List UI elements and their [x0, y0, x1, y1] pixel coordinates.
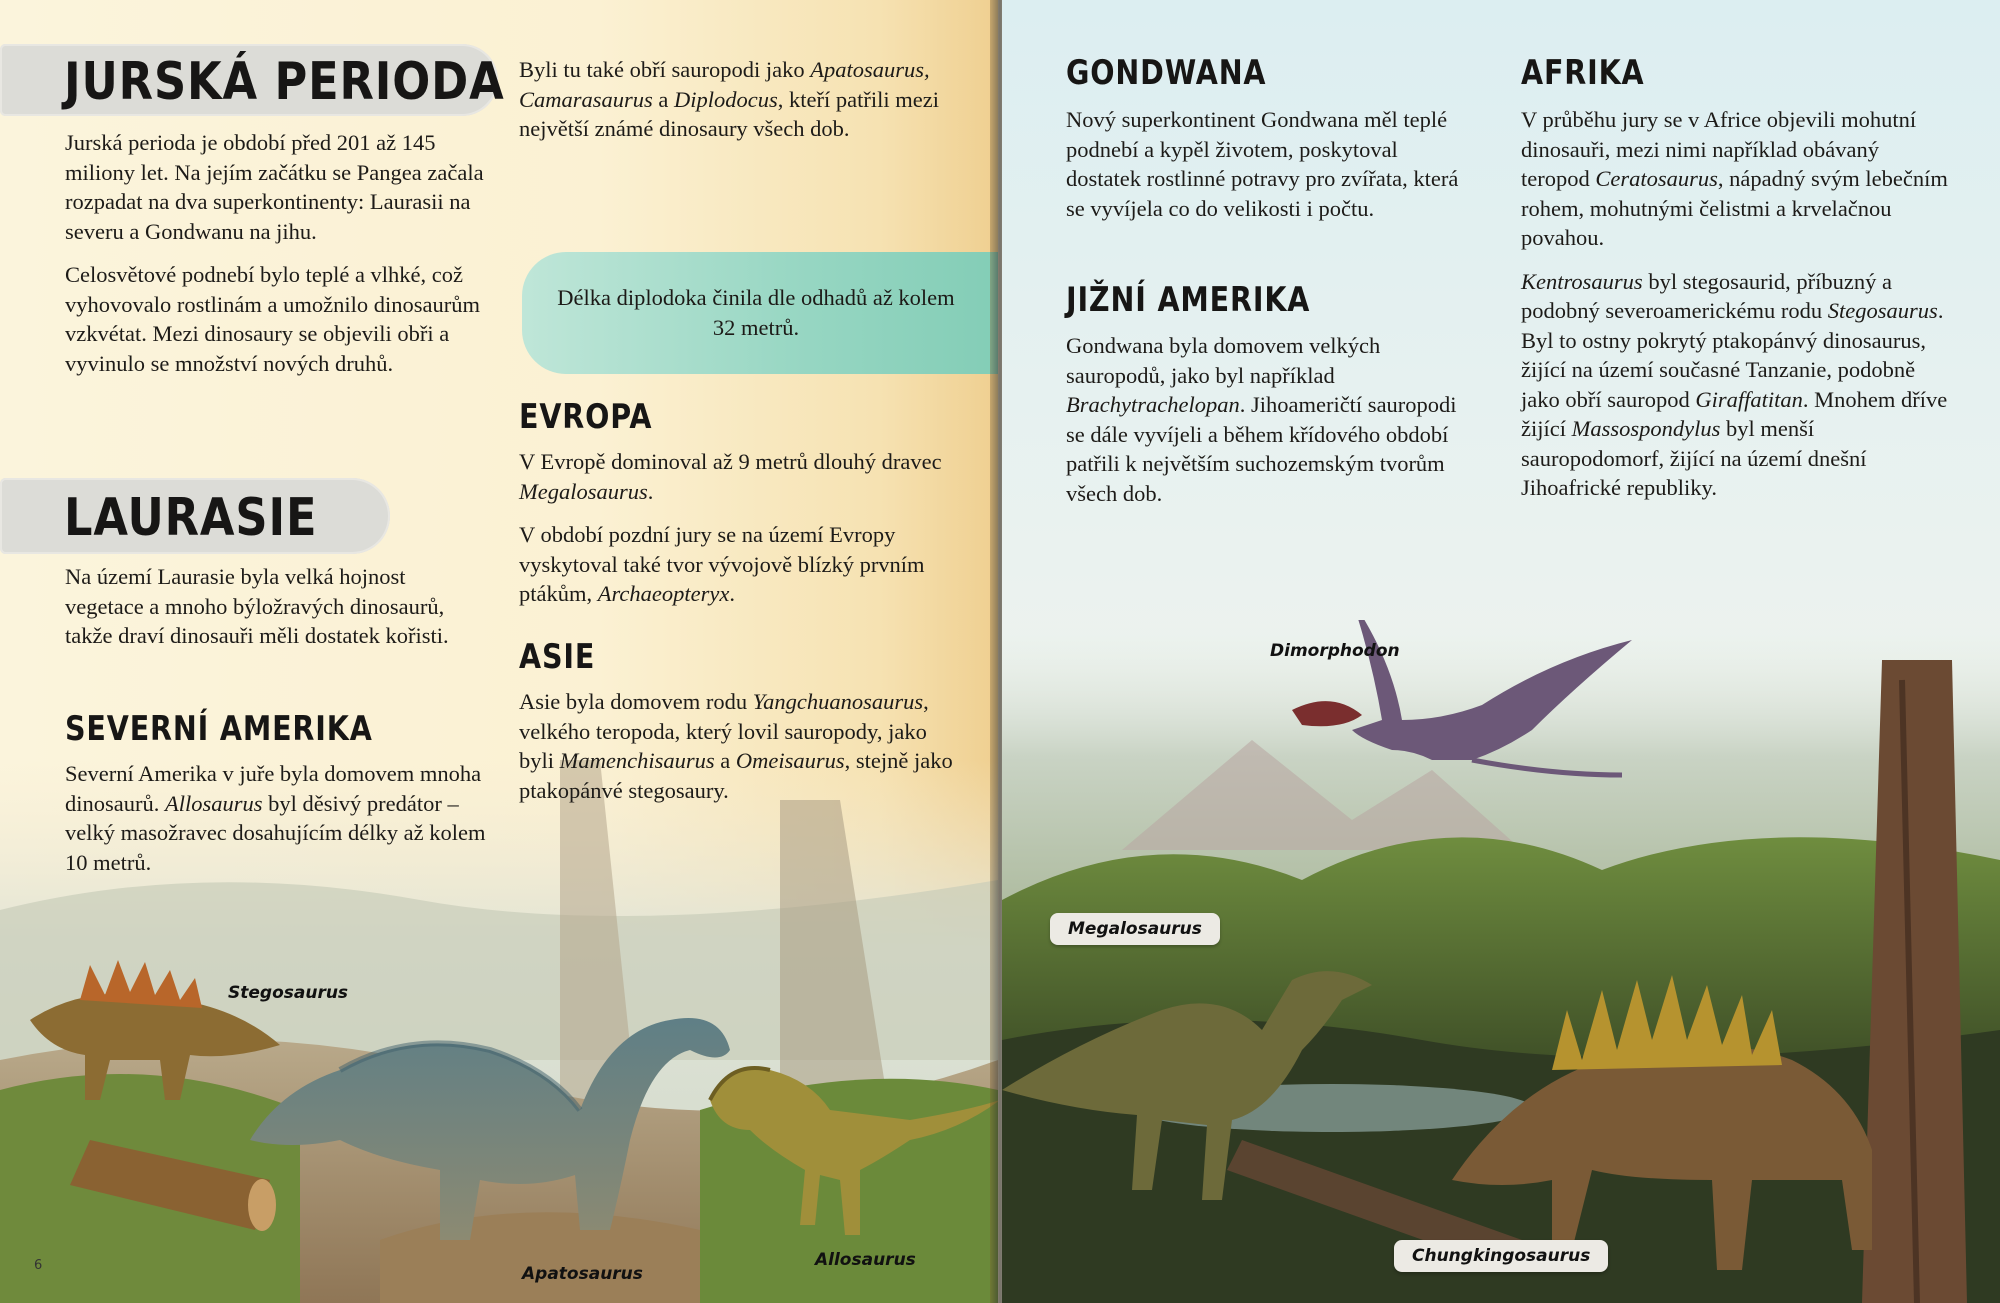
right-scene-illustration: [1002, 620, 2000, 1303]
asie-c: a: [714, 748, 736, 773]
label-dimorphodon: Dimorphodon: [1270, 641, 1400, 661]
intro-paragraph-1: Jurská perioda je období před 201 až 145 miliony let. Na jejím začátku se Pangea začala rozpadat na dva superkontinenty: Laurasii na severu a Gondwanu na jihu.: [65, 130, 484, 244]
sa-a: Gondwana byla domovem velkých sauropodů, jako byl například: [1066, 333, 1381, 388]
afrika-1a: V průběhu jury se v Africe objevili mohutní dinosauři, mezi nimi například obávaný teropod: [1521, 107, 1917, 191]
asie-i2: Mamenchisaurus: [559, 748, 715, 773]
col2-text-a: Byli tu také obří sauropodi jako: [519, 57, 811, 82]
afrika-2a: byl stegosaurid, příbuzný a podobný severoamerickému rodu: [1521, 268, 1893, 323]
jizni-amerika-heading: JIŽNÍ AMERIKA: [1066, 280, 1311, 320]
asie-i3: Omeisaurus: [735, 748, 845, 773]
label-megalosaurus: Megalosaurus: [1050, 913, 1220, 945]
afrika-2i1: Kentrosaurus: [1521, 268, 1643, 294]
gondwana-heading: GONDWANA: [1066, 53, 1267, 93]
afrika-1i: Ceratosaurus: [1595, 166, 1718, 191]
severni-amerika-text: [65, 759, 495, 877]
evropa-2b: .: [729, 581, 735, 606]
sa-i: Brachytrachelopan: [1066, 392, 1240, 417]
page-title: JURSKÁ PERIODA: [64, 52, 505, 112]
afrika-2c: . Mnohem dříve žijící: [1521, 386, 1948, 441]
evropa-heading: EVROPA: [519, 397, 653, 437]
asie-b: , velkého teropoda, který lovil sauropody, jako byli: [519, 689, 929, 773]
sauropods-text: [519, 55, 939, 144]
col2-italic-2: Diplodocus: [674, 86, 778, 112]
na-text-a: Severní Amerika v juře byla domovem mnoha dinosaurů.: [65, 761, 482, 816]
asie-a: Asie byla domovem rodu: [519, 689, 753, 714]
evropa-2i: Archaeopteryx: [597, 581, 730, 606]
left-page: [0, 0, 998, 1303]
label-allosaurus: Allosaurus: [815, 1250, 916, 1270]
asie-d: , stejně jako ptakopánvé stegosaury.: [519, 748, 953, 803]
na-text-b: byl děsivý predátor – velký masožravec dosahujícím délky až kolem 10 metrů.: [65, 790, 486, 875]
intro-paragraph-2: Celosvětové podnebí bylo teplé a vlhké, což vyhovovalo rostlinám a umožnilo dinosaurům vzkvétat. Mezi dinosaury se objevili obři a vyvinulo se množství nových druhů.: [65, 262, 480, 376]
label-chungkingosaurus: Chungkingosaurus: [1394, 1240, 1608, 1272]
afrika-text: [1521, 105, 1951, 517]
afrika-2d: byl menší sauropodomorf, žijící na území dnešní Jihoafrické republiky.: [1521, 416, 1867, 500]
laurasie-text: Na území Laurasie byla velká hojnost vegetace a mnoho býložravých dinosaurů, takže draví dinosauři měli dostatek kořisti.: [65, 564, 449, 648]
afrika-2i3: Giraffatitan: [1695, 386, 1803, 412]
afrika-1b: , nápadný svým lebečním rohem, mohutnými čelistmi a krvelačnou povahou.: [1521, 166, 1948, 250]
evropa-1i: Megalosaurus: [519, 478, 648, 504]
afrika-heading: AFRIKA: [1521, 53, 1645, 93]
afrika-2i2: Stegosaurus: [1827, 298, 1938, 323]
evropa-text: [519, 447, 959, 623]
intro-text: [65, 128, 495, 392]
afrika-paragraph-1: [1521, 105, 1951, 253]
evropa-paragraph-2: [519, 520, 959, 609]
col2-text-c: , kteří patřili mezi největší známé dinosaury všech dob.: [519, 86, 939, 141]
evropa-paragraph-1: [519, 447, 959, 506]
sa-b: . Jihoameričtí sauropodi se dále vyvíjeli a během křídového období patřili k největším suchozemským tvorům všech dob.: [1066, 392, 1457, 506]
laurasie-heading: LAURASIE: [64, 488, 318, 548]
gondwana-text: Nový superkontinent Gondwana měl teplé podnebí a kypěl životem, poskytoval dostatek rostlinné potravy pro zvířata, která se vyvíjela co do velikosti i počtu.: [1066, 107, 1459, 221]
afrika-2i4: Massospondylus: [1571, 416, 1721, 441]
page-number: 6: [34, 1258, 43, 1273]
col2-italic-1: Apatosaurus, Camarasaurus: [519, 57, 930, 112]
evropa-2a: V období pozdní jury se na území Evropy vyskytoval také tvor vývojově blízký prvním ptákům,: [519, 522, 925, 606]
fact-box: Délka diplodoka činila dle odhadů až kolem 32 metrů.: [522, 252, 998, 374]
evropa-1a: V Evropě dominoval až 9 metrů dlouhý dravec: [519, 449, 942, 474]
severni-amerika-heading: SEVERNÍ AMERIKA: [65, 709, 373, 749]
afrika-2b: . Byl to ostny pokrytý ptakopánvý dinosaurus, žijící na území současné Tanzanie, podobně jako obří sauropod: [1521, 298, 1944, 412]
label-apatosaurus: Apatosaurus: [522, 1264, 643, 1284]
asie-text: [519, 687, 959, 805]
asie-heading: ASIE: [519, 637, 596, 677]
asie-i1: Yangchuanosaurus: [752, 689, 924, 714]
evropa-1b: .: [647, 478, 654, 504]
col2-text-b: a: [652, 86, 675, 112]
jizni-amerika-text: [1066, 331, 1466, 508]
na-text-italic: Allosaurus: [165, 790, 263, 816]
label-stegosaurus: Stegosaurus: [228, 983, 349, 1003]
afrika-paragraph-2: [1521, 267, 1951, 503]
right-page: [1002, 0, 2000, 1303]
